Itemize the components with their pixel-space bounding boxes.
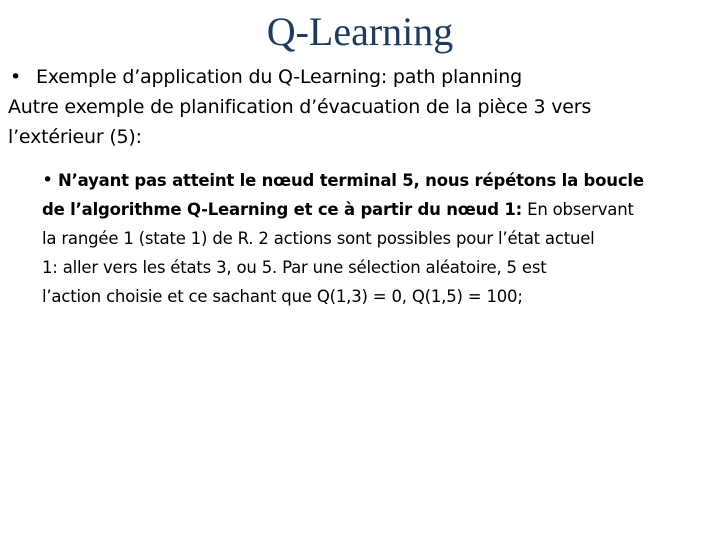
sub-bullet-line-4: 1: aller vers les états 3, ou 5. Par une sélection aléatoire, 5 est: [42, 258, 547, 277]
sub-bullet-line-5: l’action choisie et ce sachant que Q(1,3) = 0, Q(1,5) = 100;: [42, 287, 523, 306]
sub-bullet-line-3: la rangée 1 (state 1) de R. 2 actions sont possibles pour l’état actuel: [42, 229, 595, 248]
sub-bullet-block: [42, 166, 710, 311]
slide-title: Q-Learning: [266, 9, 454, 54]
sub-bullet-line-1: [42, 166, 710, 195]
sub-bullet-bold-text-2: de l’algorithme Q-Learning et ce à partir du nœud 1:: [42, 200, 523, 219]
paragraph-line-2: Autre exemple de planification d’évacuation de la pièce 3 vers: [8, 96, 592, 118]
main-bullet-line: [8, 62, 716, 92]
sub-bullet-line-2: [42, 195, 710, 224]
bullet-icon: •: [10, 66, 22, 88]
sub-bullet-normal-text-2: En observant: [522, 200, 634, 219]
main-text-block: [8, 62, 716, 152]
main-bullet-text: Exemple d’application du Q-Learning: path planning: [36, 66, 522, 88]
sub-bullet-bold-text-1: N’ayant pas atteint le nœud terminal 5, nous répétons la boucle: [58, 171, 644, 190]
sub-bullet-icon: •: [42, 169, 54, 191]
paragraph-line-3: l’extérieur (5):: [8, 126, 142, 148]
